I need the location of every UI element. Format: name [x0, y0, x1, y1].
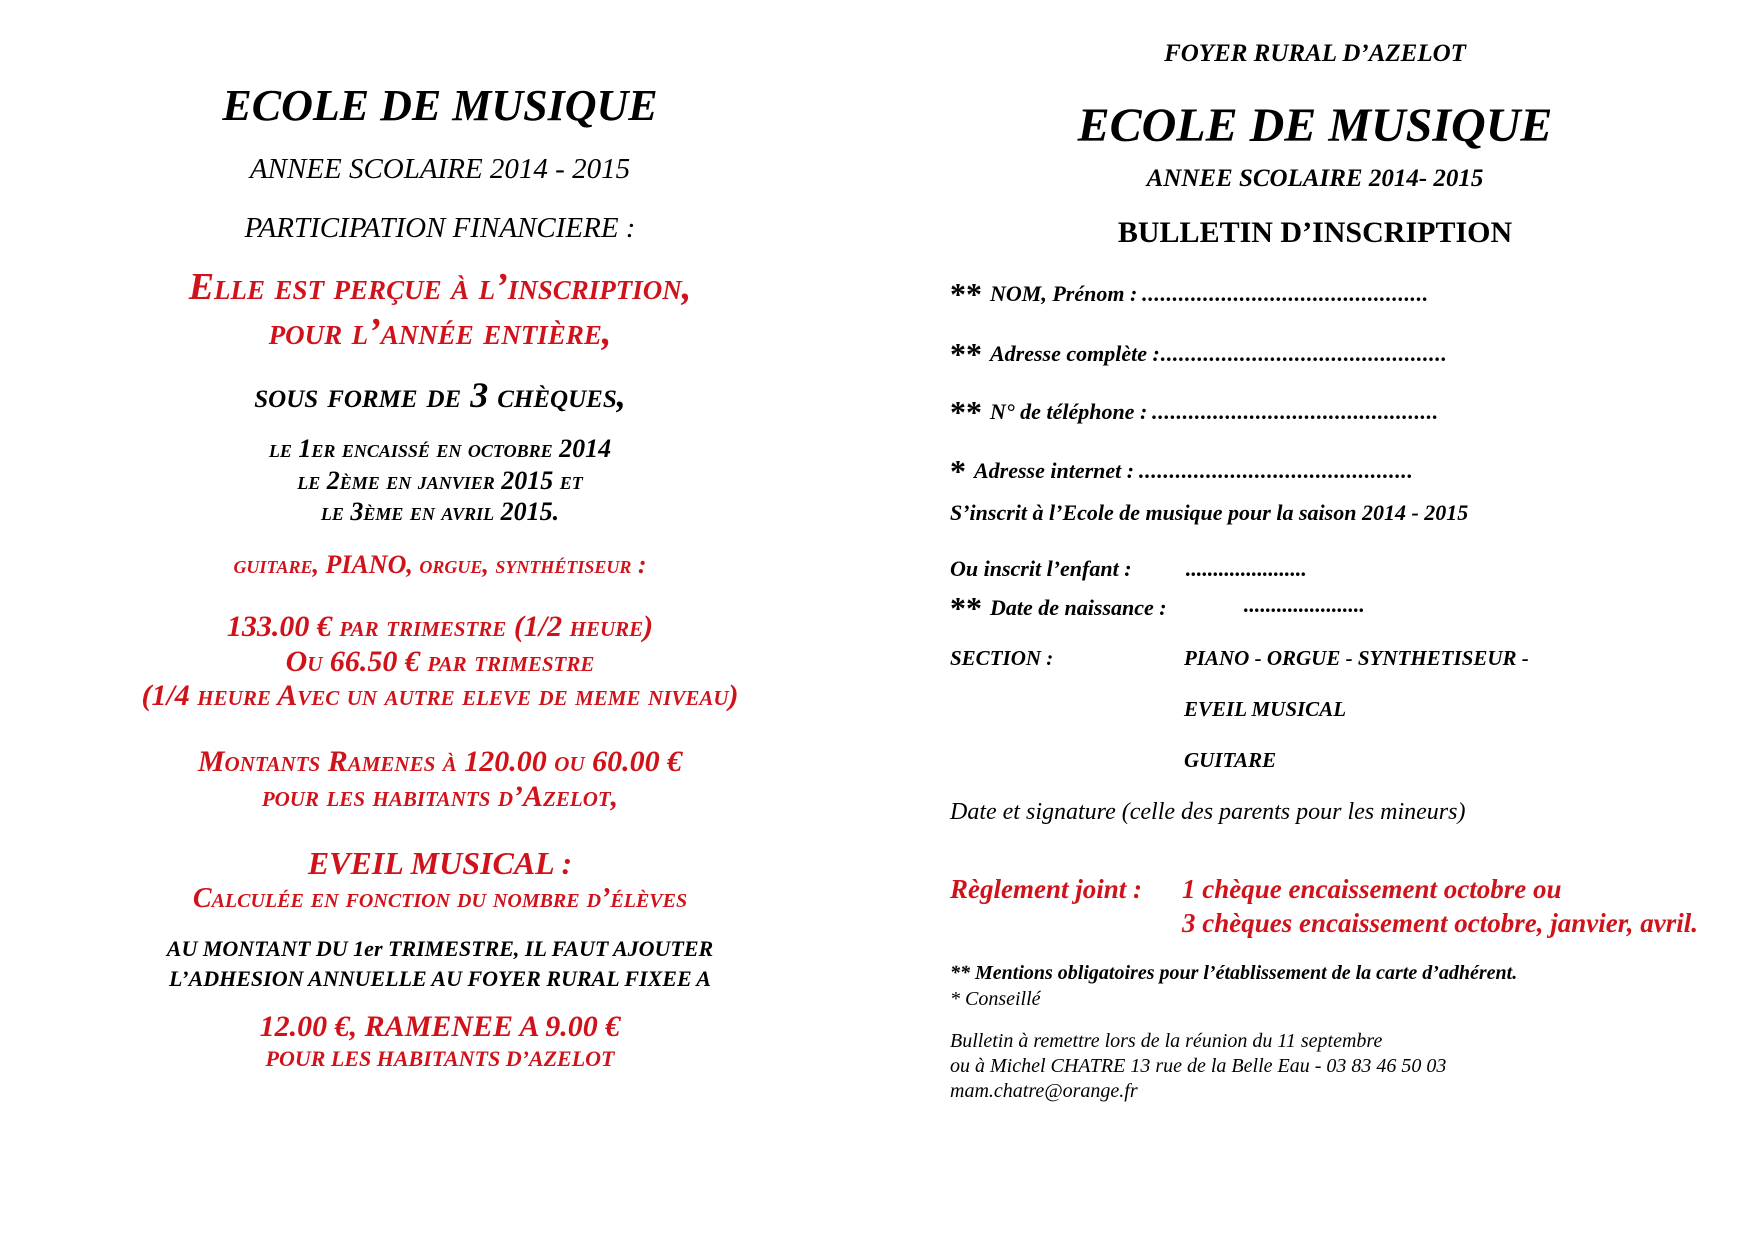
enrollment-statement: S’inscrit à l’Ecole de musique pour la saison 2014 - 2015 [950, 500, 1469, 525]
cheque-schedule-3: le 3ème en avril 2015. [320, 497, 560, 526]
eveil-description: Calculée en fonction du nombre d’élèves [192, 883, 688, 914]
adhesion-fee-note: POUR LES HABITANTS D’AZELOT [265, 1046, 615, 1071]
recommended-note: * Conseillé [950, 988, 1041, 1010]
fill-in-line: ............................................... [1151, 399, 1438, 424]
cheque-schedule-1: le 1er encaissé en octobre 2014 [268, 434, 612, 463]
price-quarter-hour: Ou 66.50 € par trimestre [285, 645, 595, 678]
field-address[interactable] [950, 336, 1447, 373]
right-school-year: ANNEE SCOLAIRE 2014- 2015 [1146, 165, 1484, 192]
child-label: Ou inscrit l’enfant : [950, 556, 1132, 581]
payment-option-1[interactable]: 1 chèque encaissement octobre ou [1182, 874, 1562, 904]
left-participation-heading: PARTICIPATION FINANCIERE : [244, 212, 636, 244]
adhesion-fee: 12.00 €, RAMENEE A 9.00 € [259, 1010, 621, 1043]
payment-info-line3: sous forme de 3 chèques, [254, 375, 626, 415]
fill-in-line: ............................................... [1159, 341, 1447, 366]
return-address: ou à Michel CHATRE 13 rue de la Belle Eau - 03 83 46 50 03 [950, 1055, 1447, 1077]
fill-in-line: ............................................. [1138, 458, 1413, 483]
field-label: Adresse complète : [990, 341, 1160, 366]
contact-email[interactable]: mam.chatre@orange.fr [950, 1080, 1138, 1102]
left-title: ECOLE DE MUSIQUE [222, 81, 658, 130]
field-email[interactable] [950, 453, 1413, 490]
instruments-list: guitare, PIANO, orgue, synthétiseur : [233, 550, 647, 579]
signature-line: Date et signature (celle des parents pour les mineurs) [950, 799, 1466, 825]
field-phone[interactable] [950, 394, 1438, 431]
payment-info-line2: pour l’année entière, [268, 311, 612, 353]
adhesion-line1: AU MONTANT DU 1er TRIMESTRE, IL FAUT AJOUTER [166, 936, 714, 961]
payment-info-line1: Elle est perçue à l’inscription, [188, 266, 692, 308]
field-label: Date de naissance : [990, 595, 1167, 620]
section-option-eveil[interactable]: EVEIL MUSICAL [1184, 697, 1347, 721]
cheque-schedule-2: le 2ème en janvier 2015 et [297, 466, 583, 495]
adhesion-line2: L’ADHESION ANNUELLE AU FOYER RURAL FIXEE A [169, 966, 711, 991]
eveil-heading: EVEIL MUSICAL : [307, 845, 573, 881]
required-marker: ** [950, 336, 982, 372]
payment-label: Règlement joint : [950, 874, 1142, 904]
section-option-piano[interactable]: PIANO - ORGUE - SYNTHETISEUR - [1184, 646, 1529, 670]
field-label: NOM, Prénom : [990, 281, 1138, 306]
section-option-guitare[interactable]: GUITARE [1184, 748, 1277, 772]
section-label: SECTION : [950, 646, 1054, 670]
payment-option-3[interactable]: 3 chèques encaissement octobre, janvier, avril. [1182, 908, 1698, 938]
right-title: ECOLE DE MUSIQUE [1077, 99, 1553, 152]
required-marker: ** [950, 276, 982, 312]
recommended-marker: * [950, 453, 966, 489]
required-marker: ** [950, 590, 982, 626]
required-marker: ** [950, 394, 982, 430]
field-birthdate[interactable] [950, 590, 1167, 627]
required-note: ** Mentions obligatoires pour l’établissement de la carte d’adhérent. [950, 962, 1518, 984]
price-quarter-hour-note: (1/4 heure Avec un autre eleve de meme niveau) [141, 679, 739, 712]
return-instructions: Bulletin à remettre lors de la réunion du 11 septembre [950, 1030, 1383, 1052]
field-name[interactable] [950, 276, 1428, 313]
organization-name: FOYER RURAL D’AZELOT [1164, 40, 1466, 67]
reduced-price-note: pour les habitants d’Azelot, [261, 780, 619, 813]
child-fill-in-line[interactable]: ...................... [1185, 556, 1306, 581]
birthdate-fill-in-line[interactable]: ...................... [1243, 592, 1364, 617]
reduced-price: Montants Ramenes à 120.00 ou 60.00 € [197, 745, 683, 778]
field-label: Adresse internet : [974, 458, 1135, 483]
field-label: N° de téléphone : [990, 399, 1148, 424]
price-half-hour: 133.00 € par trimestre (1/2 heure) [226, 610, 654, 643]
left-school-year: ANNEE SCOLAIRE 2014 - 2015 [249, 153, 631, 185]
fill-in-line: ............................................... [1141, 281, 1428, 306]
form-title: BULLETIN D’INSCRIPTION [1117, 216, 1513, 249]
